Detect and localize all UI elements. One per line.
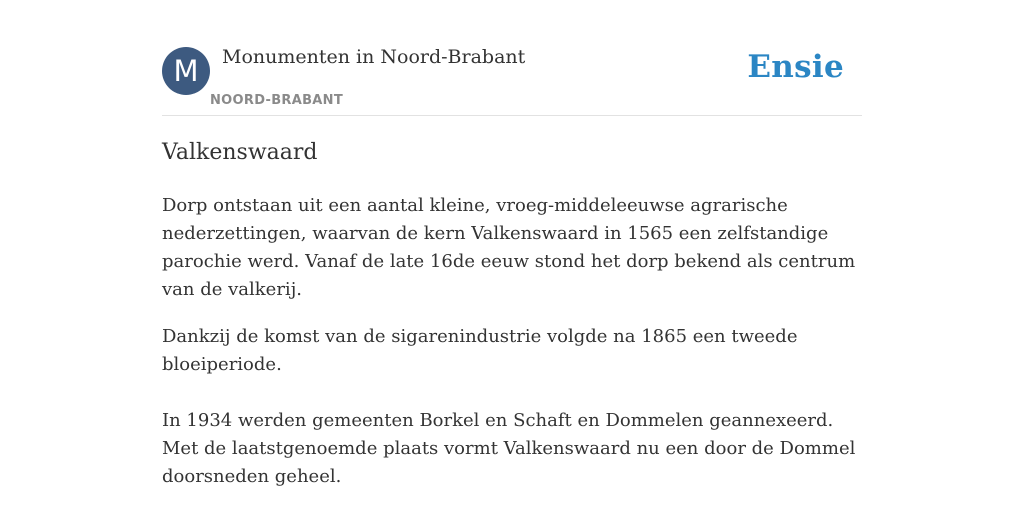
avatar[interactable]: M (162, 47, 210, 95)
paragraph: Dankzij de komst van de sigarenindustrie volgde na 1865 een tweede bloeiperiode. (162, 326, 798, 375)
paragraph: Dorp ontstaan uit een aantal kleine, vroeg-middeleeuwse agrarische nederzettingen, waarvan de kern Valkenswaard in 1565 een zelfstandige parochie werd. Vanaf de late 16de eeuw stond het dorp bekend als centrum van de valkerij. (162, 195, 856, 300)
region-label: NOORD-BRABANT (210, 93, 344, 108)
header (162, 40, 862, 116)
brand-logo[interactable]: Ensie (747, 49, 844, 85)
header-divider (162, 115, 862, 116)
paragraph: In 1934 werden gemeenten Borkel en Schaft en Dommelen geannexeerd. Met de laatstgenoemde plaats vormt Valkenswaard nu een door de Dommel doorsneden geheel. (162, 410, 856, 487)
article-title: Valkenswaard (162, 140, 318, 165)
site-title-link[interactable]: Monumenten in Noord-Brabant (222, 46, 526, 68)
